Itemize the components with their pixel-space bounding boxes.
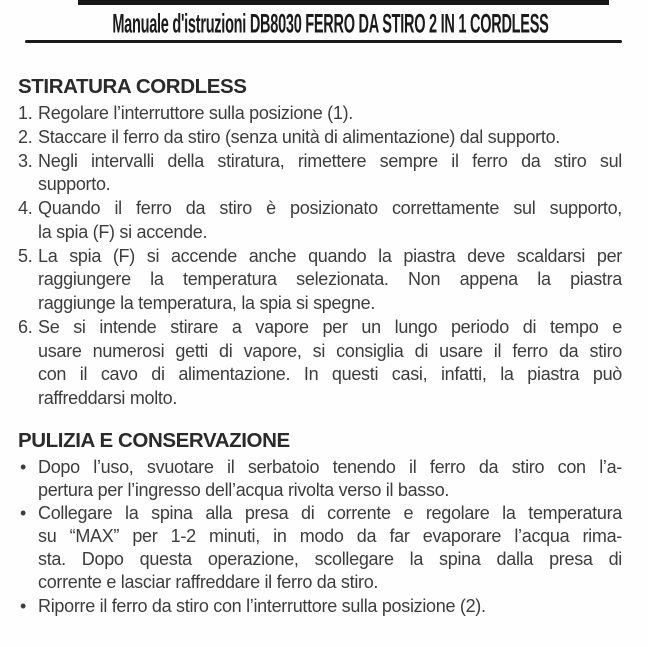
text-line: Regolare l’interruttore sulla posizione (1). [38, 103, 353, 123]
list-item-text [38, 456, 622, 502]
header-top-bar [78, 0, 609, 5]
section-pulizia-conservazione [18, 430, 622, 618]
list-item-text [38, 197, 622, 245]
list-item-text [38, 245, 622, 316]
bullet-icon: • [20, 503, 27, 524]
page-title: Manuale d'istruzioni DB8030 FERRO DA STIRO 2 IN 1 CORDLESS [112, 8, 549, 39]
text-line: su “MAX” per 1-2 minuti, in modo da far evaporare l’acqua rima- [38, 526, 622, 547]
list-item [18, 316, 622, 411]
list-item [18, 150, 622, 198]
list-number: 4. [18, 198, 33, 218]
text-line: raffreddarsi molto. [38, 388, 178, 408]
text-line: con il cavo di alimentazione. In questi casi, infatti, la piastra può [38, 364, 622, 385]
numbered-list [18, 102, 622, 411]
text-line: La spia (F) si accende anche quando la piastra deve scaldarsi per [38, 245, 622, 266]
text-line: Negli intervalli della stiratura, rimettere sempre il ferro da stiro sul [38, 150, 622, 171]
list-item-text [38, 102, 622, 126]
list-number: 5. [18, 245, 33, 266]
list-item [18, 102, 622, 126]
section-heading: STIRATURA CORDLESS [18, 75, 247, 98]
list-item-text [38, 502, 622, 594]
bullet-icon: • [20, 595, 27, 616]
list-item [18, 126, 622, 150]
text-line: sta. Dopo questa operazione, scollegare la spina dalla presa di [38, 549, 622, 570]
text-line: supporto. [38, 174, 111, 195]
text-line: Dopo l’uso, svuotare il serbatoio tenendo il ferro da stiro con l’a- [38, 457, 622, 477]
list-item [18, 456, 622, 502]
text-line: la spia (F) si accende. [38, 221, 208, 242]
text-line: corrente e lasciar raffreddare il ferro da stiro. [38, 572, 379, 593]
list-item-text [38, 150, 622, 198]
text-line: pertura per l’ingresso dell’acqua rivolta verso il basso. [38, 480, 450, 501]
list-number: 6. [18, 316, 33, 337]
list-item-text [38, 316, 622, 411]
list-number: 3. [18, 150, 33, 171]
section-stiratura-cordless [18, 76, 622, 411]
text-line: Staccare il ferro da stiro (senza unità di alimentazione) dal supporto. [38, 126, 560, 147]
text-line: raggiunge la temperatura, la spia si spegne. [38, 293, 376, 313]
list-number: 2. [18, 126, 33, 147]
list-item [18, 502, 622, 594]
text-line: Collegare la spina alla presa di corrente e regolare la temperatura [38, 503, 622, 524]
section-heading: PULIZIA E CONSERVAZIONE [18, 429, 290, 452]
list-item-text [38, 595, 622, 618]
list-item [18, 197, 622, 245]
text-line: usare numerosi getti di vapore, si consiglia di usare il ferro da stiro [38, 340, 622, 361]
text-line: Quando il ferro da stiro è posizionato correttamente sul supporto, [38, 198, 622, 218]
text-line: raggiungere la temperatura selezionata. Non appena la piastra [38, 269, 622, 290]
list-item [18, 245, 622, 316]
bullet-icon: • [20, 457, 27, 477]
header-rule [25, 40, 622, 43]
list-number: 1. [18, 103, 33, 123]
list-item-text [38, 126, 622, 150]
list-item [18, 595, 622, 618]
text-line: Se si intende stirare a vapore per un lungo periodo di tempo e [38, 316, 622, 337]
header-title-row [0, 8, 648, 39]
text-line: Riporre il ferro da stiro con l’interruttore sulla posizione (2). [38, 595, 486, 616]
bulleted-list [18, 456, 622, 618]
